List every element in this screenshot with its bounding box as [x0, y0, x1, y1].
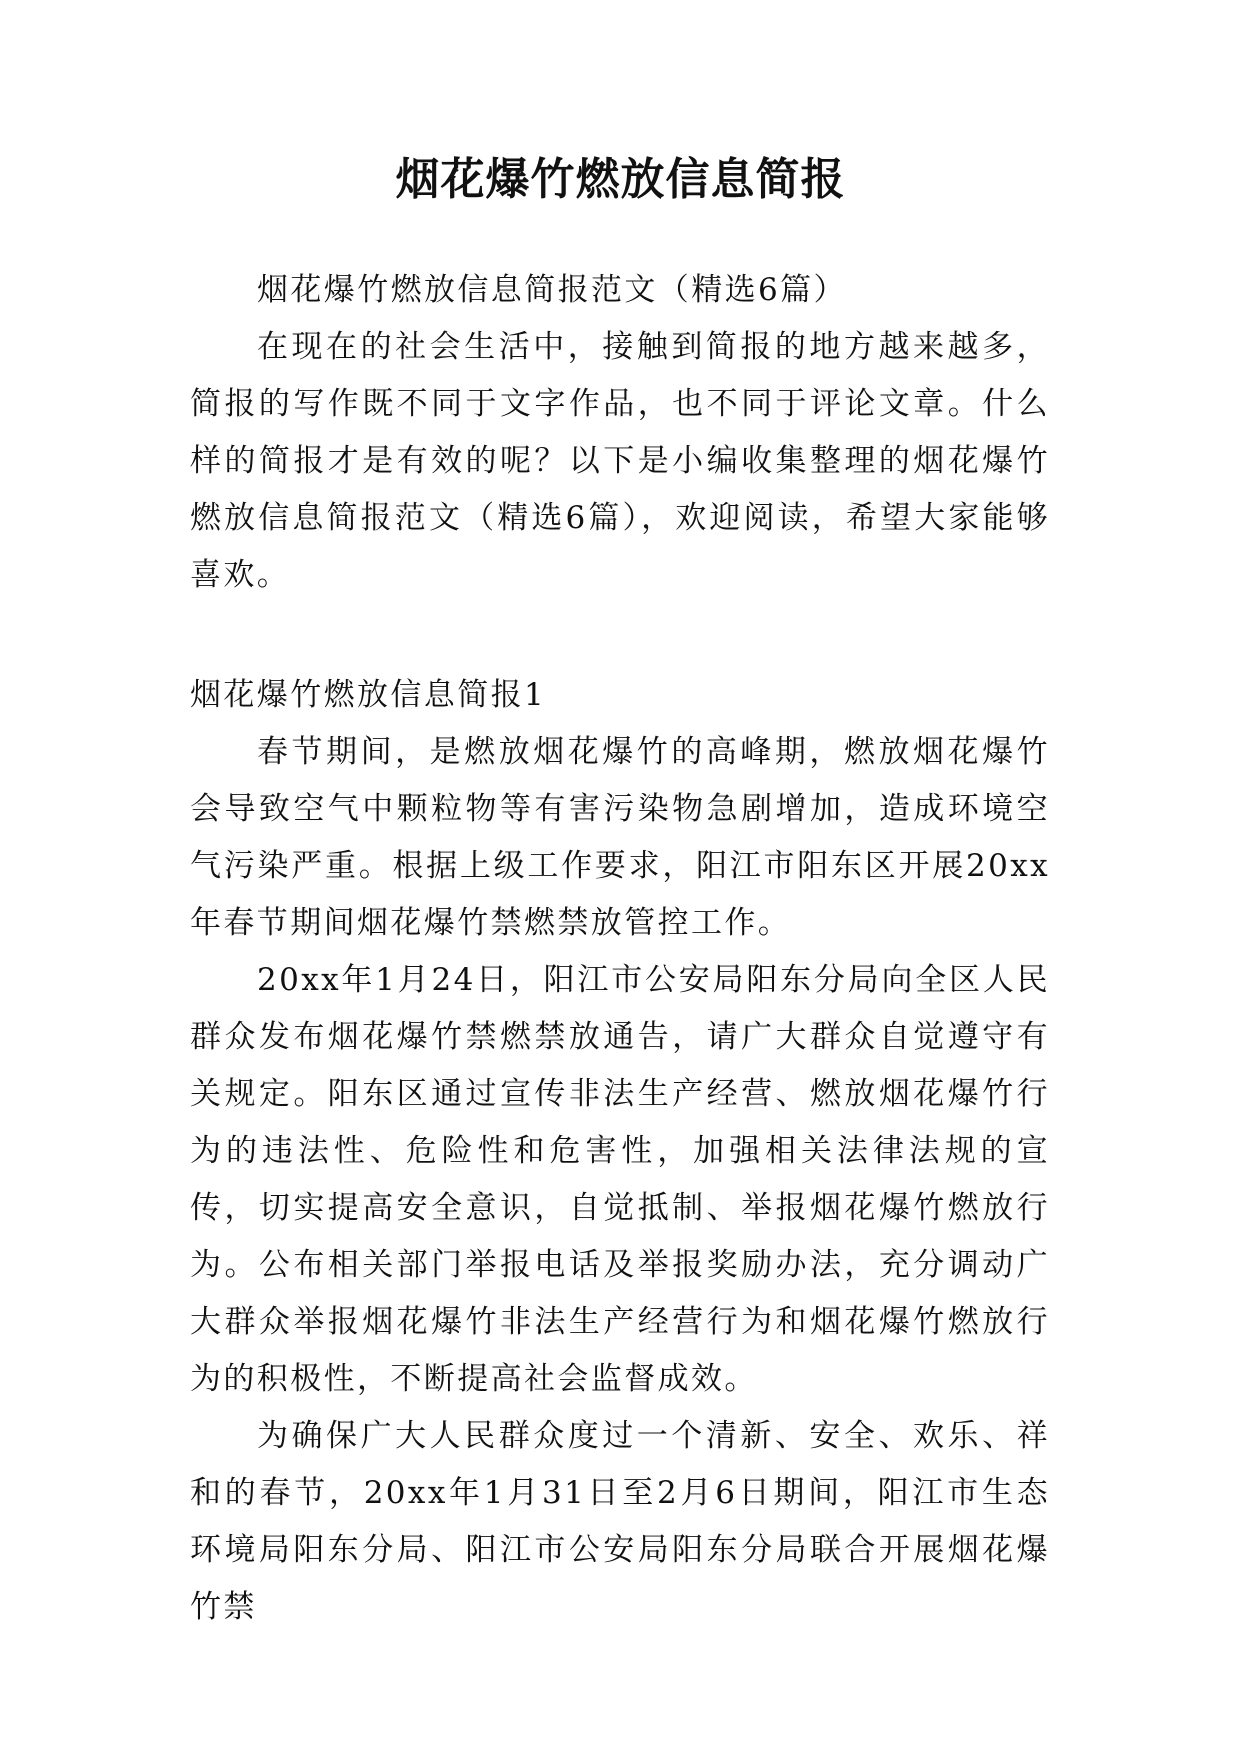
section-heading: 烟花爆竹燃放信息简报1 — [190, 677, 547, 713]
body-paragraph: 为确保广大人民群众度过一个清新、安全、欢乐、祥和的春节，20xx年1月31日至2月6日期间，阳江市生态环境局阳东分局、阳江市公安局阳东分局联合开展烟花爆竹禁 — [190, 1418, 1050, 1625]
document-body — [190, 262, 1050, 1636]
body-paragraph: 春节期间，是燃放烟花爆竹的高峰期，燃放烟花爆竹会导致空气中颗粒物等有害污染物急剧增加，造成环境空气污染严重。根据上级工作要求，阳江市阳东区开展20xx年春节期间烟花爆竹禁燃禁放管控工作。 — [190, 734, 1050, 941]
body-paragraph: 20xx年1月24日，阳江市公安局阳东分局向全区人民群众发布烟花爆竹禁燃禁放通告，请广大群众自觉遵守有关规定。阳东区通过宣传非法生产经营、燃放烟花爆竹行为的违法性、危险性和危害性，加强相关法律法规的宣传，切实提高安全意识，自觉抵制、举报烟花爆竹燃放行为。公布相关部门举报电话及举报奖励办法，充分调动广大群众举报烟花爆竹非法生产经营行为和烟花爆竹燃放行为的积极性，不断提高社会监督成效。 — [190, 962, 1050, 1397]
document-subtitle: 烟花爆竹燃放信息简报范文（精选6篇） — [257, 272, 847, 308]
document-title: 烟花爆竹燃放信息简报 — [395, 154, 846, 205]
intro-paragraph: 在现在的社会生活中，接触到简报的地方越来越多，简报的写作既不同于文字作品，也不同于评论文章。什么样的简报才是有效的呢？以下是小编收集整理的烟花爆竹燃放信息简报范文（精选6篇），欢迎阅读，希望大家能够喜欢。 — [190, 329, 1050, 593]
